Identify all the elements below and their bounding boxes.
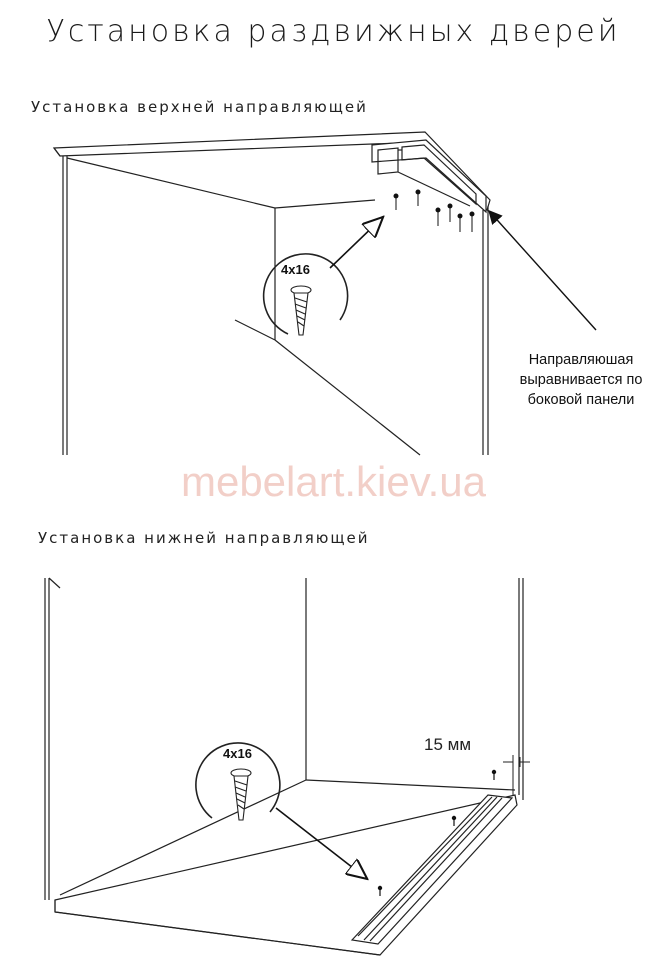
rail-pointer-arrow xyxy=(490,212,596,330)
screw-icon-top xyxy=(291,286,311,335)
screw-size-label-bottom: 4x16 xyxy=(223,746,252,761)
screw-icon-bottom xyxy=(231,769,251,820)
top-cabinet-drawing xyxy=(54,132,490,455)
gap-dimension xyxy=(503,755,530,795)
page-title: Установка раздвижных дверей xyxy=(46,14,621,49)
watermark: mebelart.kiev.ua xyxy=(180,458,487,505)
screw-callout-top xyxy=(264,218,382,335)
rail-alignment-note: Направляюшая выравнивается по боковой панели xyxy=(519,352,643,408)
section-heading-bottom: Установка нижней направляющей xyxy=(38,529,370,547)
section-heading-top: Установка верхней направляющей xyxy=(31,98,368,116)
gap-label: 15 мм xyxy=(424,735,472,754)
bottom-cabinet-drawing xyxy=(45,578,523,955)
screw-size-label-top: 4x16 xyxy=(281,262,310,277)
